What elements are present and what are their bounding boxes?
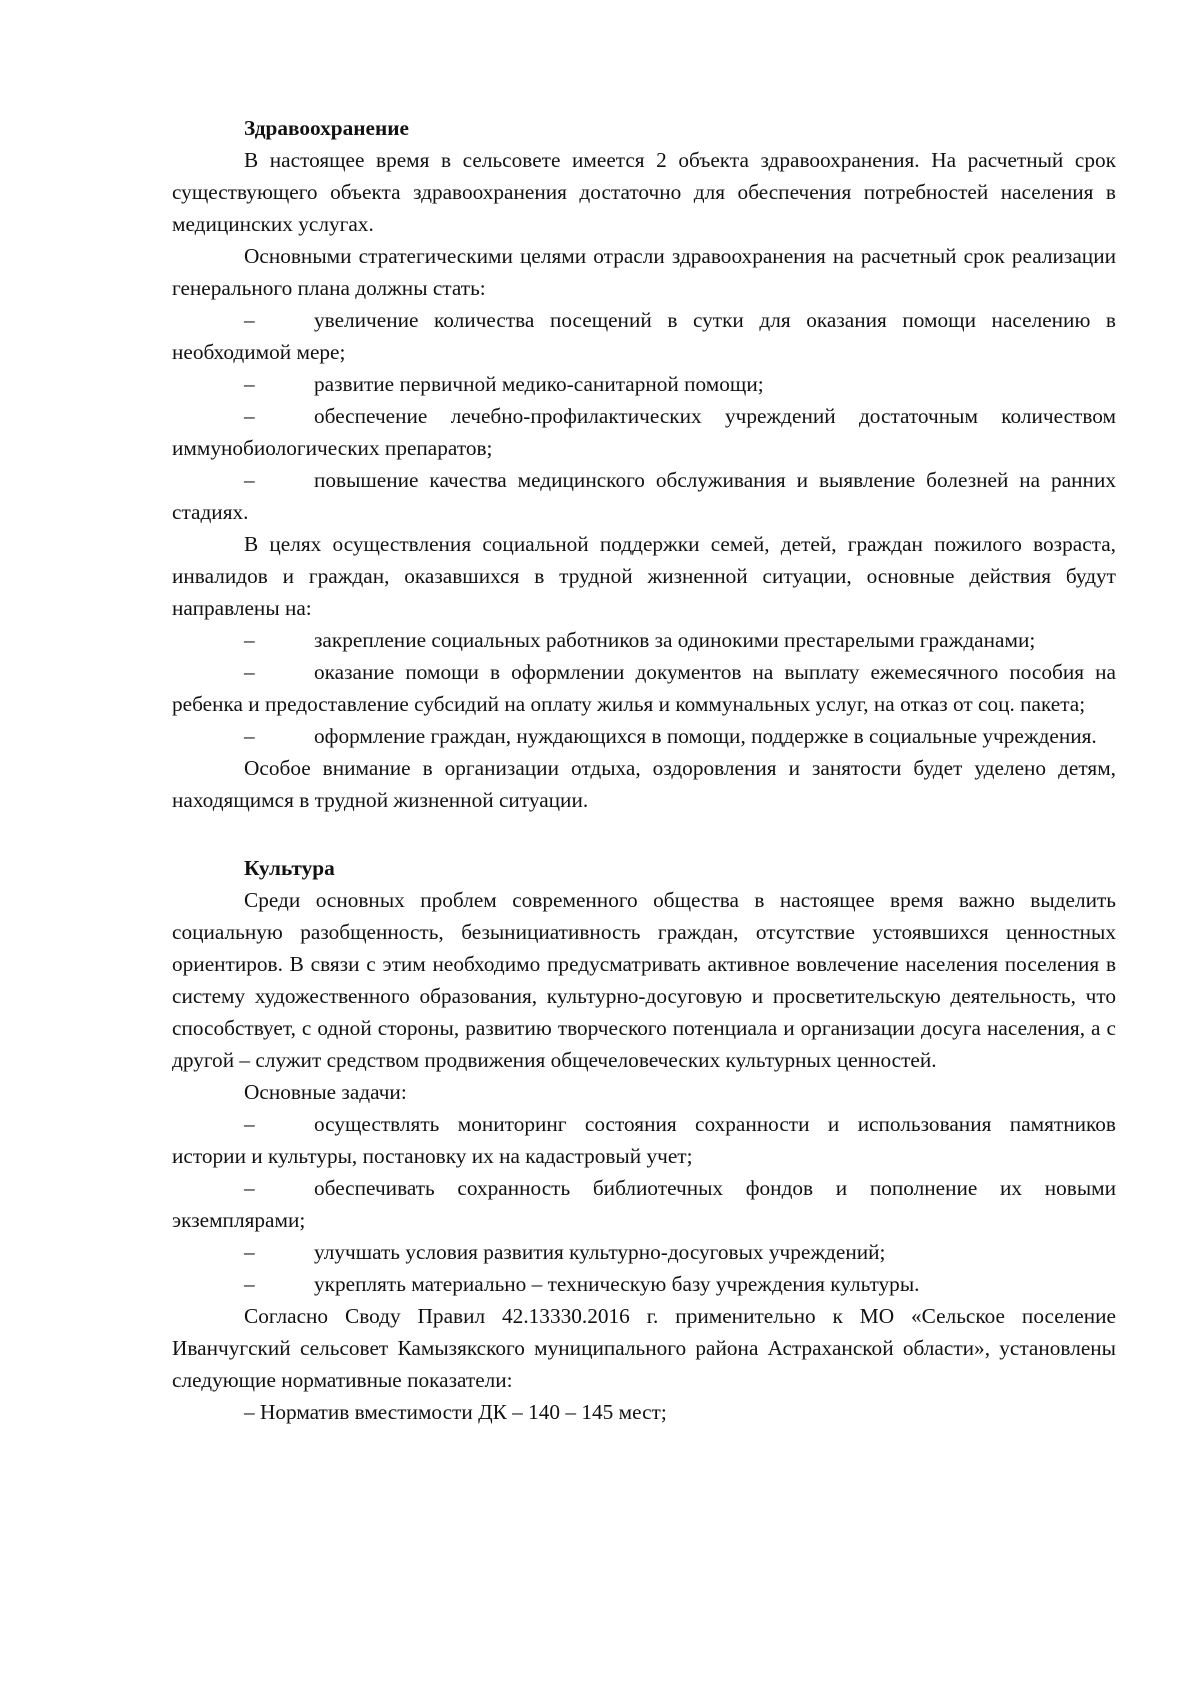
list-item	[172, 464, 1116, 528]
dash-bullet: –	[244, 308, 255, 332]
list-item-text: осуществлять мониторинг состояния сохранности и использования памятников истории и культуры, постановку их на кадастровый учет;	[172, 1112, 1116, 1168]
dash-bullet: –	[244, 660, 255, 684]
culture-paragraph-1: Среди основных проблем современного общества в настоящее время важно выделить социальную разобщенность, безынициативность граждан, отсутствие устоявшихся ценностных ориентиров. В связи с этим необходимо предусматривать активное вовлечение населения поселения в систему художественного образования, культурно-досуговую и просветительскую деятельность, что способствует, с одной стороны, развитию творческого потенциала и организации досуга населения, а с другой – служит средством продвижения общечеловеческих культурных ценностей.	[172, 888, 1116, 1072]
list-item-text: оказание помощи в оформлении документов на выплату ежемесячного пособия на ребенка и предоставление субсидий на оплату жилья и коммунальных услуг, на отказ от соц. пакета;	[172, 660, 1116, 716]
list-item	[172, 400, 1116, 464]
section-spacer	[172, 816, 1116, 852]
section-heading-culture: Культура	[244, 856, 335, 880]
list-item-text: укреплять материально – техническую базу учреждения культуры.	[314, 1272, 920, 1296]
dash-bullet: –	[244, 372, 255, 396]
dash-bullet: –	[244, 404, 255, 428]
dash-bullet: –	[244, 724, 255, 748]
dash-bullet: –	[244, 468, 255, 492]
culture-paragraph-2: Основные задачи:	[244, 1080, 407, 1104]
list-item	[172, 720, 1116, 752]
section-heading-health: Здравоохранение	[244, 116, 409, 140]
list-item-text: закрепление социальных работников за одинокими престарелыми гражданами;	[314, 628, 1036, 652]
list-item-text: обеспечение лечебно-профилактических учреждений достаточным количеством иммунобиологических препаратов;	[172, 404, 1116, 460]
dash-bullet: –	[244, 628, 255, 652]
norm-line: – Норматив вместимости ДК – 140 – 145 мест;	[244, 1400, 667, 1424]
dash-bullet: –	[244, 1112, 255, 1136]
list-item	[172, 1236, 1116, 1268]
list-item	[172, 368, 1116, 400]
list-item	[172, 1108, 1116, 1172]
health-paragraph-1: В настоящее время в сельсовете имеется 2 объекта здравоохранения. На расчетный срок существующего объекта здравоохранения достаточно для обеспечения потребностей населения в медицинских услугах.	[172, 148, 1116, 236]
health-paragraph-4: Особое внимание в организации отдыха, оздоровления и занятости будет уделено детям, находящимся в трудной жизненной ситуации.	[172, 756, 1116, 812]
health-paragraph-2: Основными стратегическими целями отрасли здравоохранения на расчетный срок реализации генерального плана должны стать:	[172, 244, 1116, 300]
culture-paragraph-3: Согласно Своду Правил 42.13330.2016 г. применительно к МО «Сельское поселение Иванчугский сельсовет Камызякского муниципального района Астраханской области», установлены следующие нормативные показатели:	[172, 1304, 1116, 1392]
document-body	[172, 112, 1116, 1428]
list-item	[172, 1172, 1116, 1236]
list-item-text: увеличение количества посещений в сутки для оказания помощи населению в необходимой мере;	[172, 308, 1116, 364]
list-item	[172, 624, 1116, 656]
list-item	[172, 1268, 1116, 1300]
list-item	[172, 656, 1116, 720]
health-paragraph-3: В целях осуществления социальной поддержки семей, детей, граждан пожилого возраста, инвалидов и граждан, оказавшихся в трудной жизненной ситуации, основные действия будут направлены на:	[172, 532, 1116, 620]
dash-bullet: –	[244, 1272, 255, 1296]
list-item	[172, 304, 1116, 368]
list-item-text: оформление граждан, нуждающихся в помощи, поддержке в социальные учреждения.	[314, 724, 1097, 748]
list-item-text: улучшать условия развития культурно-досуговых учреждений;	[314, 1240, 886, 1264]
list-item-text: повышение качества медицинского обслуживания и выявление болезней на ранних стадиях.	[172, 468, 1116, 524]
list-item-text: развитие первичной медико-санитарной помощи;	[314, 372, 764, 396]
list-item-text: обеспечивать сохранность библиотечных фондов и пополнение их новыми экземплярами;	[172, 1176, 1116, 1232]
dash-bullet: –	[244, 1240, 255, 1264]
dash-bullet: –	[244, 1176, 255, 1200]
